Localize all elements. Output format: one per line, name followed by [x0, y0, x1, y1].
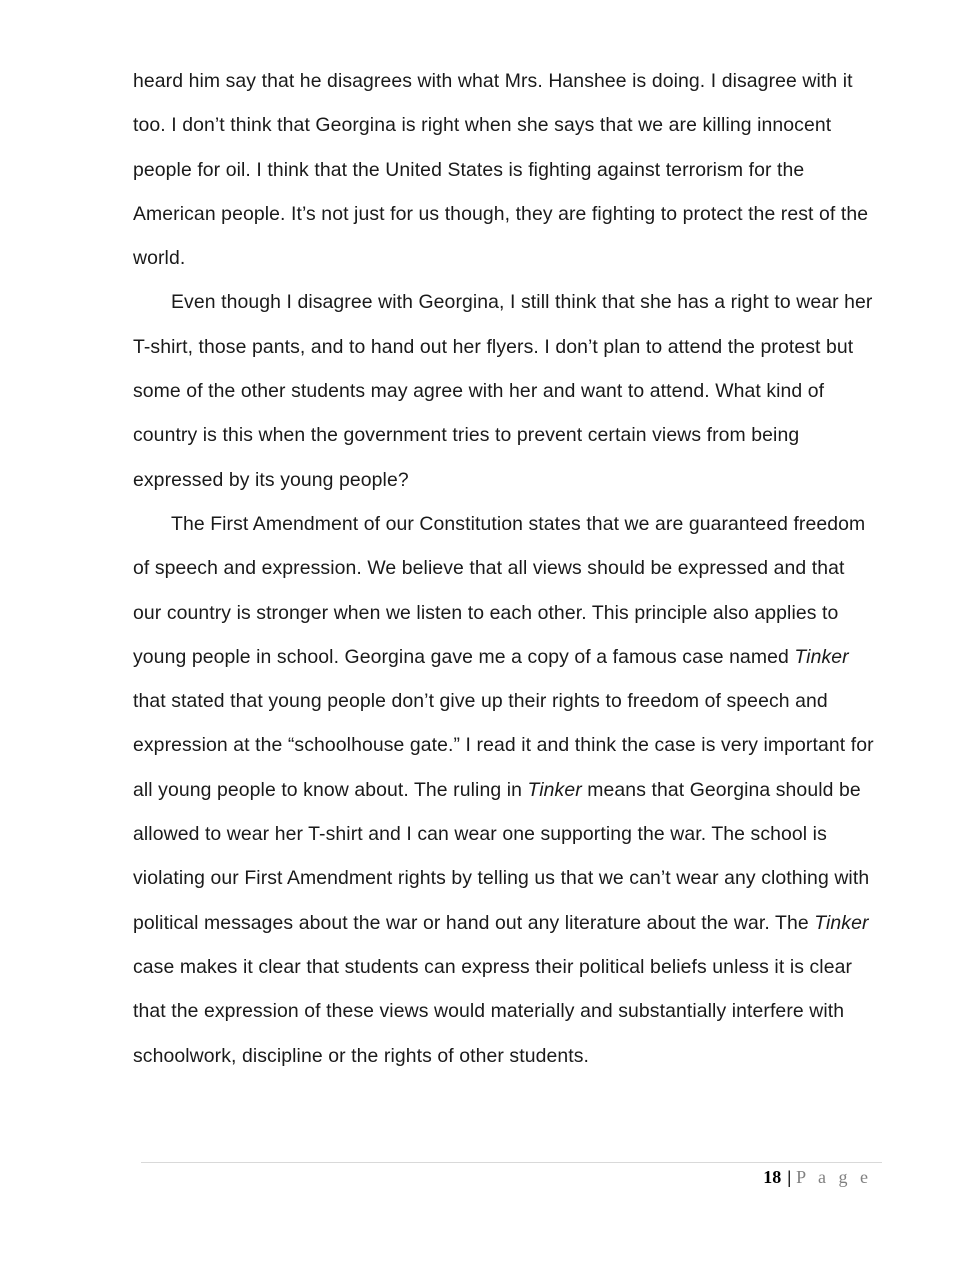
footer-separator: | — [787, 1167, 792, 1187]
text-run: The First Amendment of our Constitution states that we are guaranteed freedom of speech and expression. We believe that all views should be expressed and that our country is stronger when we listen to each other. This principle also applies to young people in school. Georgina gave me a copy of a famous case named — [133, 512, 866, 668]
footer-divider — [141, 1162, 882, 1163]
page-label: P a g e — [796, 1167, 872, 1187]
paragraph — [133, 280, 877, 501]
case-name-italic: Tinker — [527, 778, 582, 801]
text-run: means that Georgina should be allowed to wear her T-shirt and I can wear one supporting the war. The school is violating our First Amendment rights by telling us that we can’t wear any clothing with political messages about the war or hand out any literature about the war. The — [133, 778, 870, 934]
paragraph — [133, 59, 877, 280]
text-run: Even though I disagree with Georgina, I still think that she has a right to wear her T-shirt, those pants, and to hand out her flyers. I don’t plan to attend the protest but some of the other students may agree with her and want to attend. What kind of country is this when the government tries to prevent certain views from being expressed by its young people? — [133, 291, 873, 491]
essay-body — [133, 59, 877, 1078]
case-name-italic: Tinker — [794, 645, 849, 668]
case-name-italic: Tinker — [814, 911, 869, 934]
text-run: that stated that young people don’t give up their rights to freedom of speech and expression at the “schoolhouse gate.” I read it and think the case is very important for all young people to know about. The ruling in — [133, 690, 874, 801]
page-number: 18 — [763, 1167, 782, 1187]
page-footer — [141, 1165, 872, 1189]
paragraph — [133, 502, 877, 1078]
text-run: case makes it clear that students can express their political beliefs unless it is clear that the expression of these views would materially and substantially interfere with schoolwork, discipline or the rights of other students. — [133, 955, 853, 1067]
text-run: heard him say that he disagrees with what Mrs. Hanshee is doing. I disagree with it too. I don’t think that Georgina is right when she says that we are killing innocent people for oil. I think that the United States is fighting against terrorism for the American people. It’s not just for us though, they are fighting to protect the rest of the world. — [133, 70, 869, 270]
